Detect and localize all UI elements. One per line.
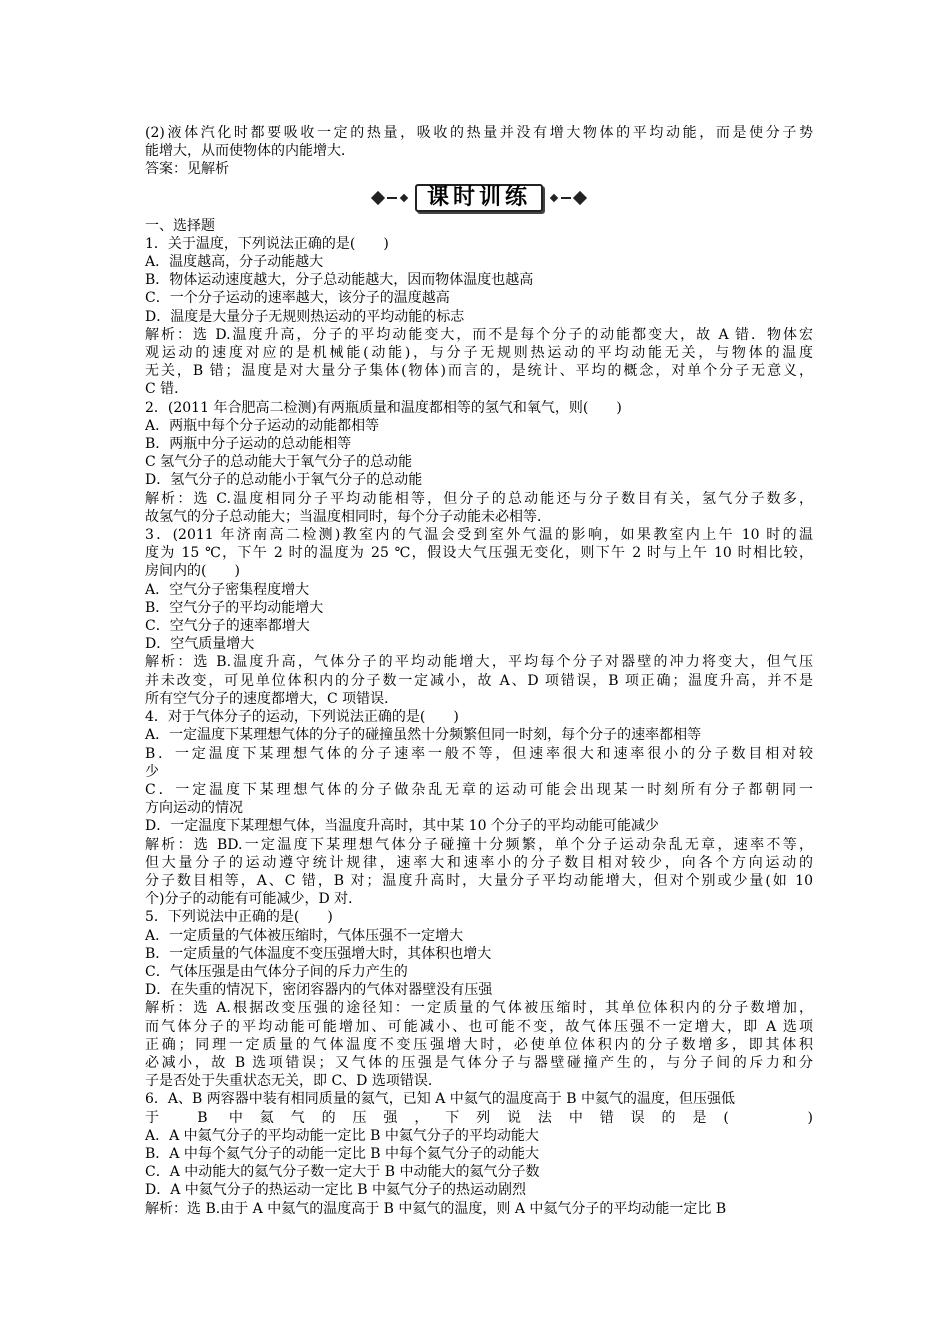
text-line: A．一定温度下某理想气体的分子的碰撞虽然十分频繁但同一时刻，每个分子的速率都相等: [145, 727, 702, 744]
text-line: 4．对于气体分子的运动，下列说法正确的是( ): [145, 709, 459, 726]
text-line: 解析：选 D.温度升高，分子的平均动能变大，而不是每个分子的动能都变大，故 A 错．物体宏: [145, 326, 813, 343]
text-line: 并未改变，可见单位体积内的分子数一定减小，故 A、D 项错误，B 项正确；温度升高，并不是: [145, 672, 813, 689]
text-line: B．一定质量的气体温度不变压强增大时，其体积也增大: [145, 945, 492, 962]
text-line: D．一定温度下某理想气体，当温度升高时，其中某 10 个分子的平均动能可能减少: [145, 818, 659, 835]
dash-icon: [561, 197, 571, 199]
intro-block: [145, 124, 813, 179]
section-banner: [145, 181, 813, 215]
text-line: 所有空气分子的速度都增大，C 项错误．: [145, 690, 399, 707]
text-line: 6．A、B 两容器中装有相同质量的氦气，已知 A 中氦气的温度高于 B 中氦气的温度，但压强低: [145, 1091, 735, 1108]
text-line: C 氢气分子的总动能大于氧气分子的总动能: [145, 454, 413, 471]
diamond-icon: [550, 193, 558, 201]
text-line: C．空气分子的速率都增大: [145, 618, 310, 635]
banner-left-ornament: [373, 193, 407, 203]
text-line: 一、选择题: [145, 217, 215, 234]
text-line: 3．(2011 年济南高二检测)教室内的气温会受到室外气温的影响，如果教室内上午 10 时的温: [145, 527, 813, 544]
text-line: A．一定质量的气体被压缩时，气体压强不一定增大: [145, 927, 464, 944]
text-line: C．一定温度下某理想气体的分子做杂乱无章的运动可能会出现某一时刻所有分子都朝同一: [145, 781, 813, 798]
text-line: 房间内的( ): [145, 563, 240, 580]
text-line: C．一个分子运动的速率越大，该分子的温度越高: [145, 290, 450, 307]
text-line: 分子数目相等，A、C 错，B 对；温度升高时，大量分子平均动能增大，但对个别或少量(如 10: [145, 872, 813, 889]
text-line: 正确；同理一定质量的气体温度不变压强增大时，必使单位体积内的分子数增多，即其体积: [145, 1036, 813, 1053]
text-line: 度为 15 ℃，下午 2 时的温度为 25 ℃，假设大气压强无变化，则下午 2 时与上午 10 时相比较，: [145, 545, 813, 562]
text-line: 解析：选 B.温度升高，气体分子的平均动能增大，平均每个分子对器壁的冲力将变大，但气压: [145, 654, 813, 671]
text-line: D．A 中氦气分子的热运动一定比 B 中氦气分子的热运动剧烈: [145, 1182, 526, 1199]
exercise-body: [145, 217, 813, 1218]
text-line: 故氢气的分子总动能大；当温度相同时，每个分子动能未必相等．: [145, 508, 551, 525]
text-line: B．一定温度下某理想气体的分子速率一般不等，但速率很大和速率很小的分子数目相对较: [145, 745, 813, 762]
text-line: A．两瓶中每个分子运动的动能都相等: [145, 417, 380, 434]
text-line: B．两瓶中分子运动的总动能相等: [145, 436, 352, 453]
text-line: 个)分子的动能有可能减少，D 对．: [145, 891, 363, 908]
text-line: 能增大，从而使物体的内能增大．: [145, 143, 355, 160]
text-line: 但大量分子的运动遵守统计规律，速率大和速率小的分子数目相对较少，向各个方向运动的: [145, 854, 813, 871]
text-line: C．A 中动能大的氦气分子数一定大于 B 中动能大的氦气分子数: [145, 1164, 540, 1181]
text-line: A．空气分子密集程度增大: [145, 581, 310, 598]
text-line: 少: [145, 763, 159, 780]
diamond-icon: [573, 191, 587, 205]
text-line: D．温度是大量分子无规则热运动的平均动能的标志: [145, 308, 465, 325]
text-line: 1．关于温度，下列说法正确的是( ): [145, 235, 389, 252]
text-line: 解析：选 C.温度相同分子平均动能相等，但分子的总动能还与分子数目有关，氢气分子数多，: [145, 490, 813, 507]
text-line: 方向运动的情况: [145, 800, 243, 817]
document-page: [145, 124, 813, 1218]
answer-line: 答案：见解析: [145, 161, 229, 178]
text-line: C．气体压强是由气体分子间的斥力产生的: [145, 963, 408, 980]
text-line: C 错．: [145, 381, 189, 398]
text-line: 5．下列说法中正确的是( ): [145, 909, 333, 926]
text-line: D．空气质量增大: [145, 636, 255, 653]
text-line: B．A 中每个氦气分子的动能一定比 B 中每个氦气分子的动能大: [145, 1145, 540, 1162]
text-line: A．温度越高，分子动能越大: [145, 254, 324, 271]
text-line: B．空气分子的平均动能增大: [145, 599, 324, 616]
dash-icon: [387, 197, 397, 199]
text-line: 解析：选 BD.一定温度下某理想气体分子碰撞十分频繁，单个分子运动杂乱无章，速率不等，: [145, 836, 813, 853]
text-line: 2．(2011 年合肥高二检测)有两瓶质量和温度都相等的氢气和氧气，则( ): [145, 399, 622, 416]
text-line: 无关，B 错；温度是对大量分子集体(物体)而言的，是统计、平均的概念，对单个分子无意义，: [145, 363, 813, 380]
diamond-icon: [400, 193, 408, 201]
text-line: D．在失重的情况下，密闭容器内的气体对器壁没有压强: [145, 982, 493, 999]
text-line: A．A 中氦气分子的平均动能一定比 B 中氦气分子的平均动能大: [145, 1127, 539, 1144]
diamond-icon: [371, 191, 385, 205]
text-line: 子是否处于失重状态无关，即 C、D 选项错误．: [145, 1073, 442, 1090]
text-line: 于 B 中氦气的压强，下列说法中错误的是( ): [145, 1109, 813, 1126]
banner-right-ornament: [551, 193, 585, 203]
text-line: 必减小，故 B 选项错误；又气体的压强是气体分子与器壁碰撞产生的，与分子间的斥力和分: [145, 1054, 813, 1071]
text-line: 观运动的速度对应的是机械能(动能)，与分子无规则热运动的平均动能无关，与物体的温度: [145, 345, 813, 362]
text-line: 解析：选 B.由于 A 中氦气的温度高于 B 中氦气的温度，则 A 中氦气分子的平均动能一定比 B: [145, 1200, 727, 1217]
text-line: (2)液体汽化时都要吸收一定的热量，吸收的热量并没有增大物体的平均动能，而是使分子势: [145, 125, 813, 141]
text-line: 而气体分子的平均动能可能增加、可能减小、也可能不变，故气体压强不一定增大，即 A 选项: [145, 1018, 813, 1035]
section-title: 课时训练: [415, 184, 543, 212]
text-line: D．氢气分子的总动能小于氧气分子的总动能: [145, 472, 423, 489]
text-line: B．物体运动速度越大，分子总动能越大，因而物体温度也越高: [145, 272, 534, 289]
text-line: 解析：选 A.根据改变压强的途径知：一定质量的气体被压缩时，其单位体积内的分子数增加，: [145, 1000, 813, 1017]
